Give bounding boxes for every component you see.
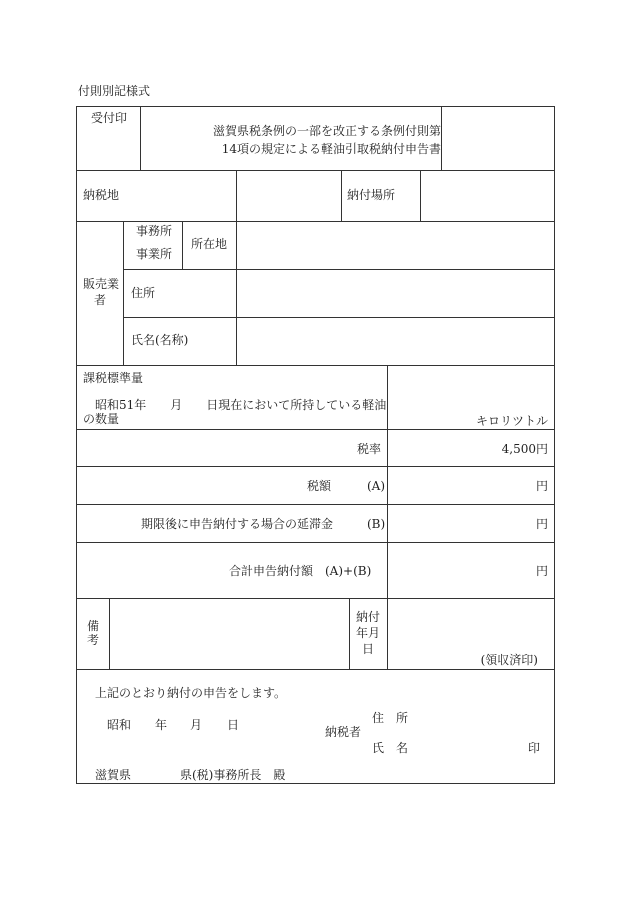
divider	[387, 598, 388, 669]
tax-amount-label: 税額	[307, 479, 332, 493]
total-code: (A)+(B)	[325, 564, 372, 578]
tax-rate-value: 4,500円	[501, 442, 548, 456]
form-title-line2: 14項の規定による軽油引取税納付申告書	[221, 142, 441, 156]
taxpayer-name-label: 氏 名	[372, 741, 409, 755]
date-era: 昭和	[107, 718, 132, 732]
date-year: 年	[155, 718, 168, 732]
divider	[349, 598, 350, 669]
divider	[77, 669, 554, 670]
tax-amount-unit: 円	[535, 479, 548, 493]
location-field[interactable]	[237, 222, 554, 268]
tax-rate-label: 税率	[356, 442, 381, 456]
divider	[341, 170, 342, 221]
tax-base-label: 課税標準量	[83, 371, 144, 385]
divider	[123, 221, 124, 365]
form-title-line1: 滋賀県税条例の一部を改正する条例付則第	[212, 124, 441, 138]
payment-date-label-end: 日	[362, 642, 375, 656]
remarks-label-cont: 考	[87, 633, 100, 647]
name-label: 氏名(名称)	[131, 333, 189, 347]
tax-base-description-cont: の数量	[83, 412, 120, 426]
tax-amount-code: (A)	[367, 479, 386, 493]
addressee-prefecture: 滋賀県	[95, 768, 132, 782]
divider	[182, 221, 183, 269]
remarks-field[interactable]	[110, 599, 348, 668]
total-field[interactable]	[388, 543, 554, 597]
payment-place-label: 納付場所	[347, 188, 396, 202]
receipt-stamp-area: (領収済印)	[480, 653, 538, 667]
declaration-form	[76, 106, 555, 784]
addressee-office: 県(税)事務所長 殿	[180, 768, 286, 782]
taxpayer-address-label: 住 所	[372, 711, 409, 725]
tax-amount-field[interactable]	[388, 467, 554, 503]
total-label: 合計申告納付額	[229, 564, 314, 578]
date-day: 日	[227, 718, 240, 732]
declaration-statement: 上記のとおり納付の申告をします。	[95, 686, 287, 700]
late-fee-unit: 円	[535, 517, 548, 531]
divider	[140, 107, 141, 170]
payment-date-label-cont: 年月	[356, 626, 381, 640]
seller-label-line2: 者	[94, 293, 107, 307]
divider	[77, 429, 554, 430]
total-unit: 円	[535, 564, 548, 578]
address-label: 住所	[131, 286, 156, 300]
seal-mark: 印	[528, 741, 541, 755]
business-place-label: 事業所	[136, 247, 173, 261]
tax-location-field[interactable]	[237, 171, 340, 220]
office-label: 事務所	[136, 224, 173, 238]
tax-base-amount-field[interactable]	[388, 366, 554, 429]
tax-base-description: 昭和51年 月 日現在において所持している軽油	[95, 398, 387, 412]
payment-date-label: 納付	[356, 610, 381, 624]
location-label: 所在地	[191, 237, 228, 251]
address-field[interactable]	[237, 270, 554, 316]
remarks-label: 備	[87, 619, 100, 633]
tax-location-label: 納税地	[83, 188, 120, 202]
form-style-label: 付則別記様式	[78, 84, 151, 98]
seller-label-line1: 販売業	[83, 277, 120, 291]
date-month: 月	[190, 718, 203, 732]
late-fee-code: (B)	[367, 517, 386, 531]
late-fee-field[interactable]	[388, 505, 554, 541]
payment-place-field[interactable]	[421, 171, 554, 220]
name-field[interactable]	[237, 318, 554, 364]
receipt-stamp-label: 受付印	[91, 111, 128, 125]
divider	[441, 107, 442, 170]
taxpayer-label: 納税者	[325, 725, 362, 739]
late-fee-label: 期限後に申告納付する場合の延滞金	[141, 517, 334, 531]
tax-base-unit: キロリツトル	[475, 414, 548, 428]
